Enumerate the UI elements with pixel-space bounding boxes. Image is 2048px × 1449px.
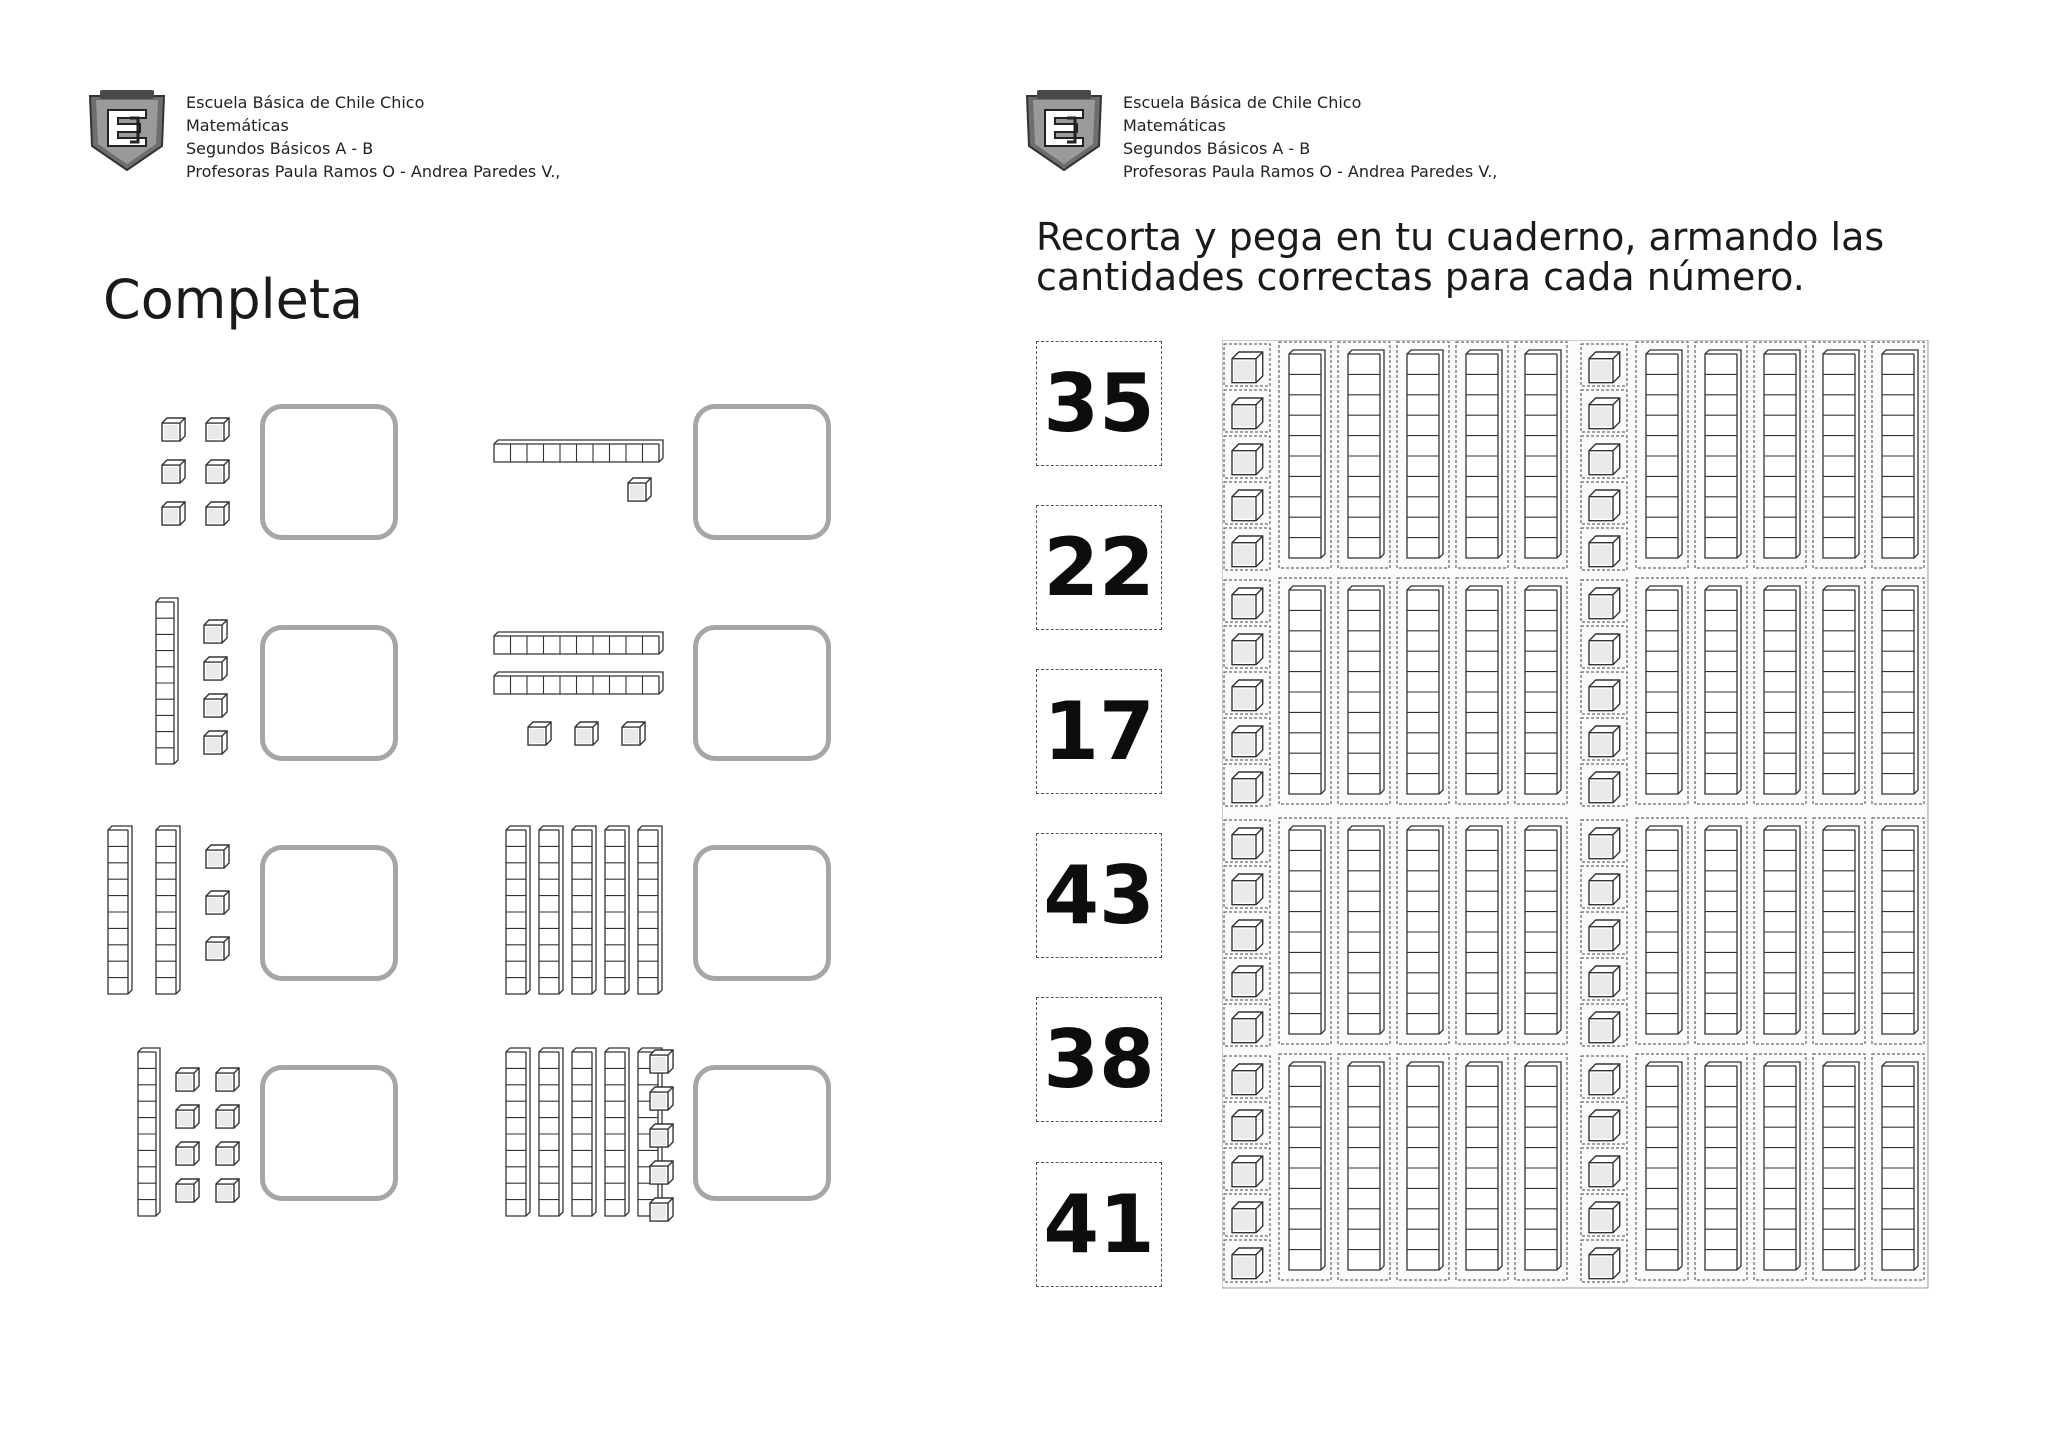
unit-cube xyxy=(1589,920,1620,951)
ten-rod xyxy=(1348,586,1384,794)
ten-rod xyxy=(1646,350,1682,558)
unit-cube xyxy=(1232,920,1263,951)
ten-rod xyxy=(1525,1062,1561,1270)
ten-rod xyxy=(1705,350,1741,558)
page-instructions xyxy=(1036,217,1884,297)
unit-cube xyxy=(1232,680,1263,711)
ten-rod xyxy=(1705,1062,1741,1270)
unit-cube xyxy=(1589,490,1620,521)
ten-rod xyxy=(1646,826,1682,1034)
unit-cube xyxy=(1232,772,1263,803)
ten-rod xyxy=(156,826,180,994)
teachers: Profesoras Paula Ramos O - Andrea Paredes V., xyxy=(186,162,561,181)
unit-cube xyxy=(650,1124,673,1147)
unit-cube xyxy=(1232,536,1263,567)
unit-cube xyxy=(216,1105,239,1128)
ten-rod xyxy=(506,1048,530,1216)
unit-cube xyxy=(1232,1110,1263,1141)
unit-cube xyxy=(162,460,185,483)
unit-cube xyxy=(204,620,227,643)
number-card[interactable]: 41 xyxy=(1036,1162,1162,1287)
course: Segundos Básicos A - B xyxy=(186,139,374,158)
ten-rod xyxy=(1882,826,1918,1034)
unit-cube xyxy=(1589,1202,1620,1233)
ten-rod xyxy=(1289,826,1325,1034)
unit-cube xyxy=(204,657,227,680)
ten-rod xyxy=(1525,350,1561,558)
unit-cube xyxy=(216,1179,239,1202)
unit-cube xyxy=(1589,726,1620,757)
ten-rod xyxy=(108,826,132,994)
unit-cube xyxy=(1589,588,1620,619)
unit-cube xyxy=(628,478,651,501)
unit-cube xyxy=(204,694,227,717)
ten-rod xyxy=(1407,826,1443,1034)
unit-cube xyxy=(162,418,185,441)
ten-rod xyxy=(1348,350,1384,558)
unit-cube xyxy=(650,1198,673,1221)
ten-rod xyxy=(156,598,178,764)
ten-rod xyxy=(1823,350,1859,558)
ten-rod xyxy=(1289,586,1325,794)
ten-rod xyxy=(1466,586,1502,794)
unit-cube xyxy=(176,1105,199,1128)
unit-cube xyxy=(622,722,645,745)
ten-rod xyxy=(1823,826,1859,1034)
ten-rod xyxy=(539,1048,563,1216)
subject: Matemáticas xyxy=(186,116,289,135)
ten-rod xyxy=(1764,586,1800,794)
unit-cube xyxy=(1589,680,1620,711)
unit-cube xyxy=(204,731,227,754)
ten-rod xyxy=(1705,586,1741,794)
ten-rod xyxy=(1289,1062,1325,1270)
ten-rod xyxy=(572,826,596,994)
unit-cube xyxy=(216,1068,239,1091)
unit-cube xyxy=(206,891,229,914)
unit-cube xyxy=(1232,966,1263,997)
ten-rod xyxy=(638,826,662,994)
ten-rod xyxy=(506,826,530,994)
ten-rod xyxy=(1407,1062,1443,1270)
unit-cube xyxy=(206,502,229,525)
cutout-blocks-sheet xyxy=(1222,340,1930,1290)
unit-cube xyxy=(1232,1156,1263,1187)
unit-cube xyxy=(206,937,229,960)
unit-cube xyxy=(1232,828,1263,859)
instructions-line-1: Recorta y pega en tu cuaderno, armando las xyxy=(1036,215,1885,259)
ten-rod xyxy=(605,826,629,994)
unit-cube xyxy=(1232,1248,1263,1279)
ten-rod xyxy=(1823,586,1859,794)
ten-rod xyxy=(1407,586,1443,794)
ten-rod xyxy=(1764,350,1800,558)
unit-cube xyxy=(1232,1202,1263,1233)
ten-rod xyxy=(1466,350,1502,558)
unit-cube xyxy=(650,1087,673,1110)
unit-cube xyxy=(1589,444,1620,475)
number-card[interactable]: 22 xyxy=(1036,505,1162,630)
ten-rod xyxy=(1646,1062,1682,1270)
ten-rod xyxy=(1348,826,1384,1034)
unit-cube xyxy=(1232,398,1263,429)
header-info-right xyxy=(1123,91,1497,183)
ten-rod xyxy=(1823,1062,1859,1270)
unit-cube xyxy=(206,418,229,441)
unit-cube xyxy=(1589,828,1620,859)
ten-rod xyxy=(1764,1062,1800,1270)
ten-rod xyxy=(605,1048,629,1216)
ten-rod xyxy=(1882,350,1918,558)
number-card[interactable]: 38 xyxy=(1036,997,1162,1122)
unit-cube xyxy=(1589,1156,1620,1187)
unit-cube xyxy=(1589,1064,1620,1095)
unit-cube xyxy=(575,722,598,745)
ten-rod xyxy=(138,1048,160,1216)
ten-rod xyxy=(1466,826,1502,1034)
unit-cube xyxy=(1232,634,1263,665)
unit-cube xyxy=(1232,588,1263,619)
teachers: Profesoras Paula Ramos O - Andrea Paredes V., xyxy=(1123,162,1498,181)
unit-cube xyxy=(1589,536,1620,567)
sheet-border xyxy=(1222,340,1928,1288)
unit-cube xyxy=(1232,874,1263,905)
ten-rod xyxy=(1882,586,1918,794)
ten-rod xyxy=(1525,586,1561,794)
ten-rod xyxy=(1525,826,1561,1034)
number-card[interactable]: 17 xyxy=(1036,669,1162,794)
number-card[interactable]: 35 xyxy=(1036,341,1162,466)
ten-rod xyxy=(539,826,563,994)
unit-cube xyxy=(1232,490,1263,521)
unit-cube xyxy=(1589,1012,1620,1043)
ten-rod xyxy=(1882,1062,1918,1270)
unit-cube xyxy=(216,1142,239,1165)
unit-cube xyxy=(1589,634,1620,665)
number-card[interactable]: 43 xyxy=(1036,833,1162,958)
unit-cube xyxy=(1589,772,1620,803)
unit-cube xyxy=(206,460,229,483)
unit-cube xyxy=(1589,966,1620,997)
unit-cube xyxy=(528,722,551,745)
unit-cube xyxy=(1232,444,1263,475)
unit-cube xyxy=(1232,1012,1263,1043)
subject: Matemáticas xyxy=(1123,116,1226,135)
ten-rod xyxy=(494,632,663,654)
page-title-completa: Completa xyxy=(103,268,364,331)
course: Segundos Básicos A - B xyxy=(1123,139,1311,158)
unit-cube xyxy=(206,845,229,868)
ten-rod xyxy=(494,672,663,694)
ten-rod xyxy=(494,440,663,462)
unit-cube xyxy=(650,1161,673,1184)
school-name: Escuela Básica de Chile Chico xyxy=(1123,93,1362,112)
unit-cube xyxy=(650,1050,673,1073)
unit-cube xyxy=(176,1068,199,1091)
unit-cube xyxy=(176,1142,199,1165)
ten-rod xyxy=(1289,350,1325,558)
school-logo-icon xyxy=(1023,86,1105,172)
ten-rod xyxy=(572,1048,596,1216)
instructions-line-2: cantidades correctas para cada número. xyxy=(1036,255,1805,299)
unit-cube xyxy=(1232,352,1263,383)
ten-rod xyxy=(1348,1062,1384,1270)
unit-cube xyxy=(176,1179,199,1202)
unit-cube xyxy=(1589,1110,1620,1141)
unit-cube xyxy=(1232,1064,1263,1095)
school-name: Escuela Básica de Chile Chico xyxy=(186,93,425,112)
ten-rod xyxy=(1705,826,1741,1034)
ten-rod xyxy=(1764,826,1800,1034)
unit-cube xyxy=(1232,726,1263,757)
unit-cube xyxy=(1589,874,1620,905)
ten-rod xyxy=(1407,350,1443,558)
ten-rod xyxy=(1646,586,1682,794)
unit-cube xyxy=(1589,398,1620,429)
unit-cube xyxy=(1589,1248,1620,1279)
ten-rod xyxy=(1466,1062,1502,1270)
unit-cube xyxy=(1589,352,1620,383)
unit-cube xyxy=(162,502,185,525)
